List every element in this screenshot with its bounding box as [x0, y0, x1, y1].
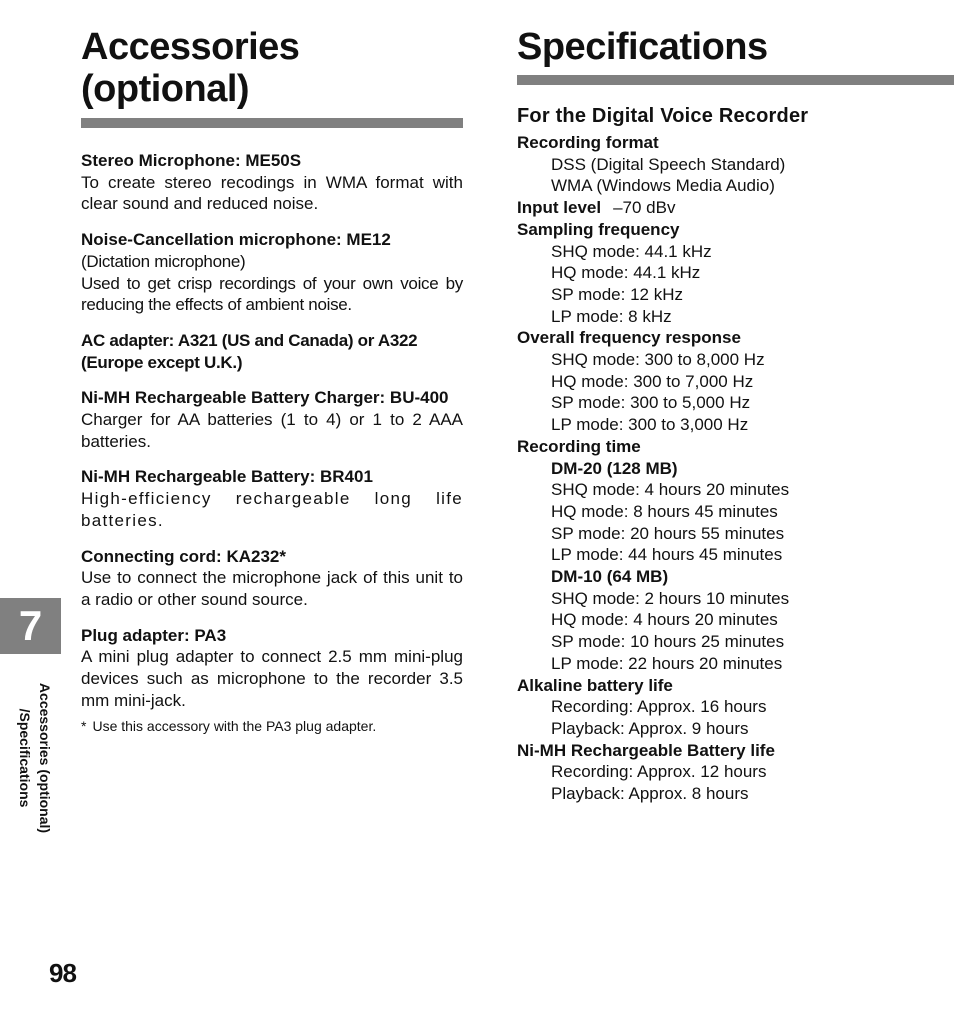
- spec-model-dm10: DM-10 (64 MB): [551, 567, 669, 587]
- specifications-heading: Specifications: [517, 26, 768, 68]
- specifications-section: [517, 26, 954, 805]
- accessories-heading: [81, 26, 463, 110]
- accessories-heading-line2: (optional): [81, 68, 250, 110]
- spec-line: LP mode: 8 kHz: [551, 306, 672, 326]
- spec-title: Ni-MH Rechargeable Battery life: [517, 740, 775, 760]
- accessory-description: Charger for AA batteries (1 to 4) or 1 to 2 AAA batteries.: [81, 410, 463, 451]
- accessory-description: (Dictation microphone) Used to get crisp recordings of your own voice by reducing the effects of ambient noise.: [81, 251, 463, 315]
- spec-recording-time: [517, 436, 954, 675]
- accessory-item: [81, 546, 463, 611]
- accessory-description: Use to connect the microphone jack of this unit to a radio or other sound source.: [81, 568, 463, 609]
- spec-line: SP mode: 12 kHz: [551, 284, 683, 304]
- accessory-title: Connecting cord: KA232*: [81, 546, 286, 566]
- chapter-tab: [0, 598, 61, 654]
- spec-line: Recording: Approx. 12 hours: [551, 762, 767, 782]
- side-label-line2: /Specifications: [17, 708, 33, 808]
- chapter-side-label: [11, 648, 55, 868]
- spec-value: –70 dBv: [613, 198, 676, 218]
- spec-line: LP mode: 300 to 3,000 Hz: [551, 415, 749, 435]
- accessory-description: High-efficiency rechargeable long life batteries.: [81, 489, 463, 530]
- spec-title: Input level: [517, 198, 602, 218]
- spec-line: SP mode: 20 hours 55 minutes: [551, 523, 785, 543]
- spec-title: Recording format: [517, 133, 659, 152]
- spec-line: SHQ mode: 2 hours 10 minutes: [551, 588, 790, 608]
- spec-line: SP mode: 10 hours 25 minutes: [551, 632, 785, 652]
- spec-line: SHQ mode: 4 hours 20 minutes: [551, 480, 790, 500]
- spec-title: Alkaline battery life: [517, 675, 673, 695]
- spec-nimh-life: [517, 740, 954, 805]
- spec-line: DSS (Digital Speech Standard): [551, 154, 786, 174]
- accessory-title: Ni-MH Rechargeable Battery: BR401: [81, 467, 373, 487]
- spec-line: HQ mode: 4 hours 20 minutes: [551, 610, 778, 630]
- spec-line: HQ mode: 8 hours 45 minutes: [551, 501, 778, 521]
- accessory-item: [81, 625, 463, 712]
- page-number: 98: [49, 958, 76, 988]
- accessory-title: Noise-Cancellation microphone: ME12: [81, 230, 391, 250]
- spec-line: HQ mode: 300 to 7,000 Hz: [551, 371, 754, 391]
- accessory-title: Stereo Microphone: ME50S: [81, 151, 302, 170]
- spec-input-level: [517, 197, 954, 219]
- spec-line: HQ mode: 44.1 kHz: [551, 263, 701, 283]
- spec-frequency-response: [517, 327, 954, 436]
- spec-line: Playback: Approx. 8 hours: [551, 784, 749, 804]
- spec-model-dm20: DM-20 (128 MB): [551, 458, 678, 478]
- accessory-item: [81, 466, 463, 531]
- spec-recording-format: [517, 132, 954, 197]
- specifications-heading-rule: [517, 75, 954, 85]
- footnote-mark: *: [81, 718, 87, 735]
- spec-line: LP mode: 22 hours 20 minutes: [551, 653, 783, 673]
- spec-line: SP mode: 300 to 5,000 Hz: [551, 393, 751, 413]
- accessory-title: Plug adapter: PA3: [81, 625, 227, 645]
- accessory-item: [81, 330, 463, 373]
- spec-alkaline-life: [517, 675, 954, 740]
- accessories-heading-rule: [81, 118, 463, 128]
- accessory-item: [81, 150, 463, 215]
- spec-title: Overall frequency response: [517, 328, 741, 348]
- spec-line: SHQ mode: 44.1 kHz: [551, 241, 712, 261]
- spec-line: Playback: Approx. 9 hours: [551, 718, 749, 738]
- accessory-item: [81, 229, 463, 316]
- spec-line: WMA (Windows Media Audio): [551, 176, 775, 196]
- side-label-line1: Accessories (optional): [37, 682, 53, 834]
- accessories-heading-line1: Accessories: [81, 26, 300, 68]
- spec-line: Recording: Approx. 16 hours: [551, 697, 767, 717]
- accessory-description: To create stereo recodings in WMA format with clear sound and reduced noise.: [81, 172, 463, 214]
- footnote: [81, 717, 463, 735]
- spec-sampling-frequency: [517, 219, 954, 328]
- accessory-item: [81, 387, 463, 452]
- specifications-subheading: For the Digital Voice Recorder: [517, 105, 809, 127]
- chapter-number: 7: [18, 602, 43, 649]
- accessory-description: A mini plug adapter to connect 2.5 mm mini-plug devices such as microphone to the recorder 3.5 mm mini-jack.: [81, 647, 463, 710]
- accessories-section: [81, 26, 463, 735]
- spec-line: SHQ mode: 300 to 8,000 Hz: [551, 350, 765, 370]
- spec-title: Recording time: [517, 436, 641, 456]
- accessory-title: AC adapter: A321 (US and Canada) or A322 (Europe except U.K.): [81, 330, 418, 372]
- accessory-title: Ni-MH Rechargeable Battery Charger: BU-400: [81, 388, 449, 408]
- spec-title: Sampling frequency: [517, 219, 680, 239]
- footnote-text: Use this accessory with the PA3 plug adapter.: [92, 718, 377, 735]
- spec-line: LP mode: 44 hours 45 minutes: [551, 545, 783, 565]
